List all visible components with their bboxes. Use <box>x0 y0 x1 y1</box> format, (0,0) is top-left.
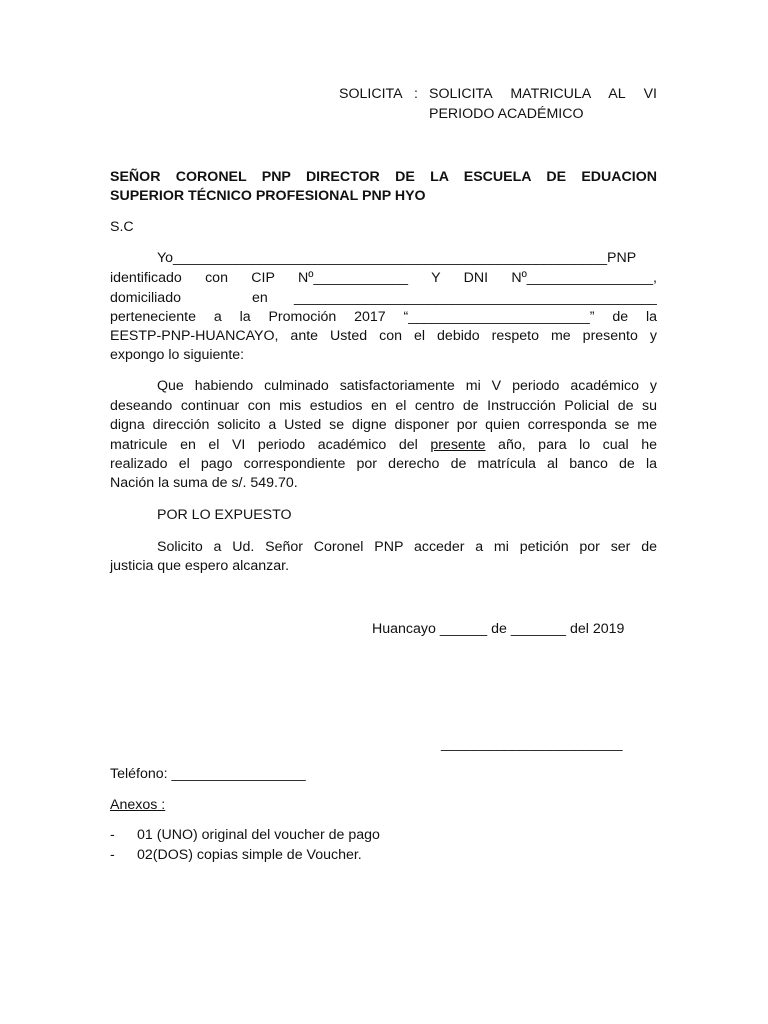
closing-line-1: Solicito a Ud. Señor Coronel PNP acceder a mi petición por ser de <box>157 539 657 555</box>
addressee-line-2: SUPERIOR TÉCNICO PROFESIONAL PNP HYO <box>110 188 426 204</box>
subject-label: SOLICITA <box>339 86 403 102</box>
intro-line-1: Yo_______________________________________________________PNP <box>157 250 637 266</box>
subject-line-2: PERIODO ACADÉMICO <box>429 106 584 122</box>
intro-line-5: EESTP-PNP-HUANCAYO, ante Usted con el debido respeto me presento y <box>110 328 657 344</box>
signature-line: _______________________ <box>441 736 623 752</box>
intro-line-3-domiciliado: domiciliado <box>110 290 181 306</box>
anexos-title: Anexos : <box>110 797 166 813</box>
intro-line-3-blank: ______________________________________________ <box>294 290 657 306</box>
place-date: Huancayo ______ de _______ del 2019 <box>372 621 625 637</box>
intro-line-6: expongo lo siguiente: <box>110 347 245 363</box>
closing-line-2: justicia que espero alcanzar. <box>110 558 290 574</box>
body-line-5: realizado el pago correspondiente por derecho de matrícula al banco de la <box>110 456 657 472</box>
por-lo-expuesto: POR LO EXPUESTO <box>157 507 292 523</box>
intro-line-2: identificado con CIP Nº____________ Y DNI Nº________________, <box>110 270 657 286</box>
telefono-field: Teléfono: _________________ <box>110 766 306 782</box>
body-line-1: Que habiendo culminado satisfactoriamente mi V periodo académico y <box>157 378 657 394</box>
body-line-4 <box>110 436 657 456</box>
body-line-4-a: matricule en el VI periodo académico del <box>110 437 431 453</box>
list-item-text: 02(DOS) copias simple de Voucher. <box>137 847 362 863</box>
subject-line-1: SOLICITA MATRICULA AL VI <box>429 86 657 102</box>
addressee-line-1: SEÑOR CORONEL PNP DIRECTOR DE LA ESCUELA DE EDUACION <box>110 169 657 185</box>
list-dash: - <box>110 827 115 843</box>
list-dash: - <box>110 847 115 863</box>
intro-line-3-en: en <box>252 290 268 306</box>
body-line-4-b: año, para lo cual he <box>485 437 657 453</box>
body-line-2: deseando continuar con mis estudios en el centro de Instrucción Policial de su <box>110 398 657 414</box>
body-line-6: Nación la suma de s/. 549.70. <box>110 475 298 491</box>
body-line-4-underlined: presente <box>430 437 486 453</box>
subject-colon: : <box>414 86 418 102</box>
intro-line-4: perteneciente a la Promoción 2017 “_______________________” de la <box>110 309 657 325</box>
body-line-3: digna dirección solicito a Usted se digne disponer por quien corresponda se me <box>110 417 657 433</box>
sc-label: S.C <box>110 219 134 235</box>
list-item-text: 01 (UNO) original del voucher de pago <box>137 827 380 843</box>
